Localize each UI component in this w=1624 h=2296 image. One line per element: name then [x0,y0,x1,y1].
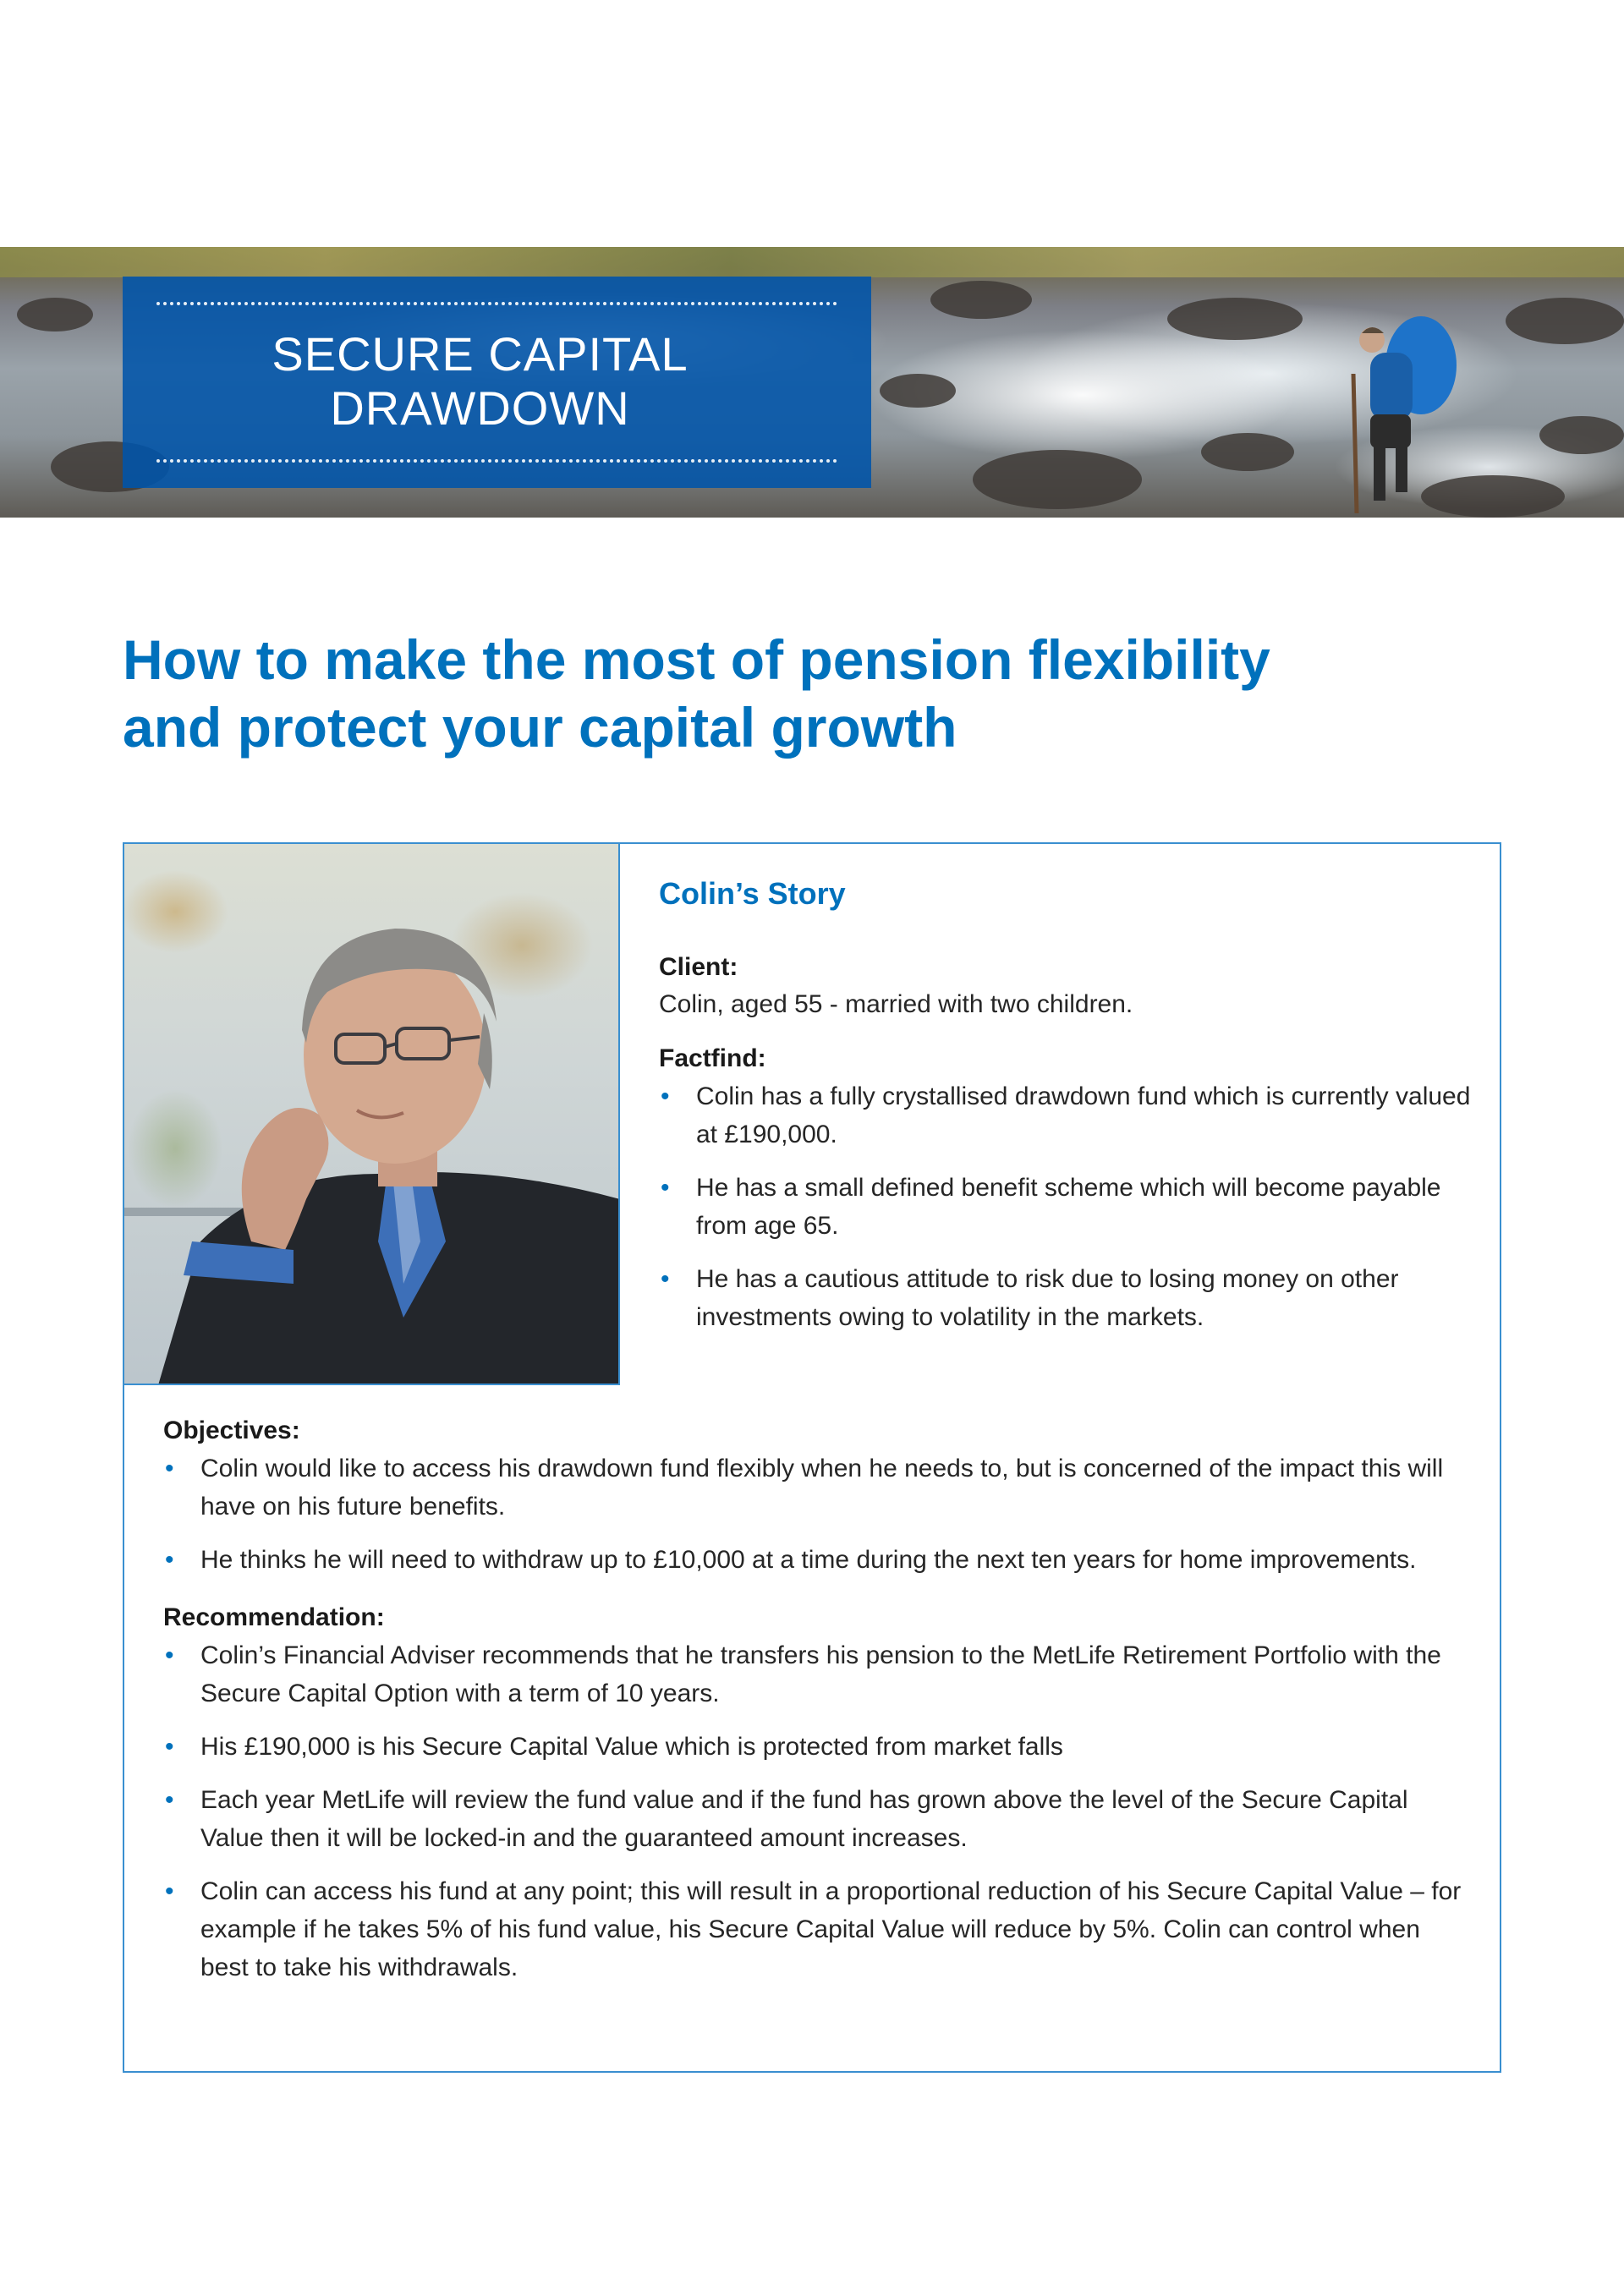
client-text: Colin, aged 55 - married with two children. [659,990,1133,1018]
bullet-icon: • [165,1733,174,1761]
portrait-image [124,844,620,1385]
banner-title-line2: DRAWDOWN [330,381,630,435]
list-item: • He has a cautious attitude to risk due to losing money on other investments owing to volatility in the markets. [659,1260,1471,1336]
bullet-icon: • [165,1455,174,1482]
bullet-icon: • [661,1265,670,1293]
bullet-icon: • [165,1641,174,1669]
story-title: Colin’s Story [659,876,846,911]
client-photo [124,844,620,1385]
headline-line1: How to make the most of pension flexibility [123,628,1270,691]
dotted-rule-bottom [156,459,837,463]
bullet-icon: • [165,1786,174,1814]
objectives-list [163,1449,1474,1579]
list-item: • Colin can access his fund at any point; this will result in a proportional reduction of his Secure Capital Value – for example if he takes 5% of his fund value, his Secure Capital Value will reduce by 5%. Colin can control when best to take his withdrawals. [163,1872,1474,1986]
bullet-icon: • [661,1174,670,1202]
banner-title-line1: SECURE CAPITAL [272,327,689,381]
story-right-column [659,874,1471,1351]
bullet-icon: • [661,1082,670,1110]
banner-grass [0,247,1624,277]
story-lower-section [163,1412,1474,2002]
list-item: • Colin’s Financial Adviser recommends that he transfers his pension to the MetLife Retirement Portfolio with the Secure Capital Option with a term of 10 years. [163,1636,1474,1712]
list-item: • His £190,000 is his Secure Capital Value which is protected from market falls [163,1728,1474,1766]
recommendation-list [163,1636,1474,1986]
list-item: • He has a small defined benefit scheme which will become payable from age 65. [659,1169,1471,1245]
hiker-illustration [1320,315,1472,518]
recommendation-label: Recommendation: [163,1603,385,1631]
list-item: • Colin would like to access his drawdown fund flexibly when he needs to, but is concerned of the impact this will have on his future benefits. [163,1449,1474,1526]
client-label: Client: [659,953,738,981]
banner-title-box [123,277,871,488]
hero-banner [0,247,1624,518]
bullet-icon: • [165,1877,174,1905]
list-item: • He thinks he will need to withdraw up to £10,000 at a time during the next ten years for home improvements. [163,1541,1474,1579]
objectives-label: Objectives: [163,1417,300,1444]
list-item: • Colin has a fully crystallised drawdown fund which is currently valued at £190,000. [659,1077,1471,1153]
page-headline [123,626,1510,761]
list-item: • Each year MetLife will review the fund value and if the fund has grown above the level of the Secure Capital Value then it will be locked-in and the guaranteed amount increases. [163,1781,1474,1857]
bullet-icon: • [165,1546,174,1574]
headline-line2: and protect your capital growth [123,696,957,759]
case-study-box [123,842,1501,2073]
factfind-label: Factfind: [659,1044,766,1072]
factfind-list [659,1077,1471,1336]
dotted-rule-top [156,302,837,305]
